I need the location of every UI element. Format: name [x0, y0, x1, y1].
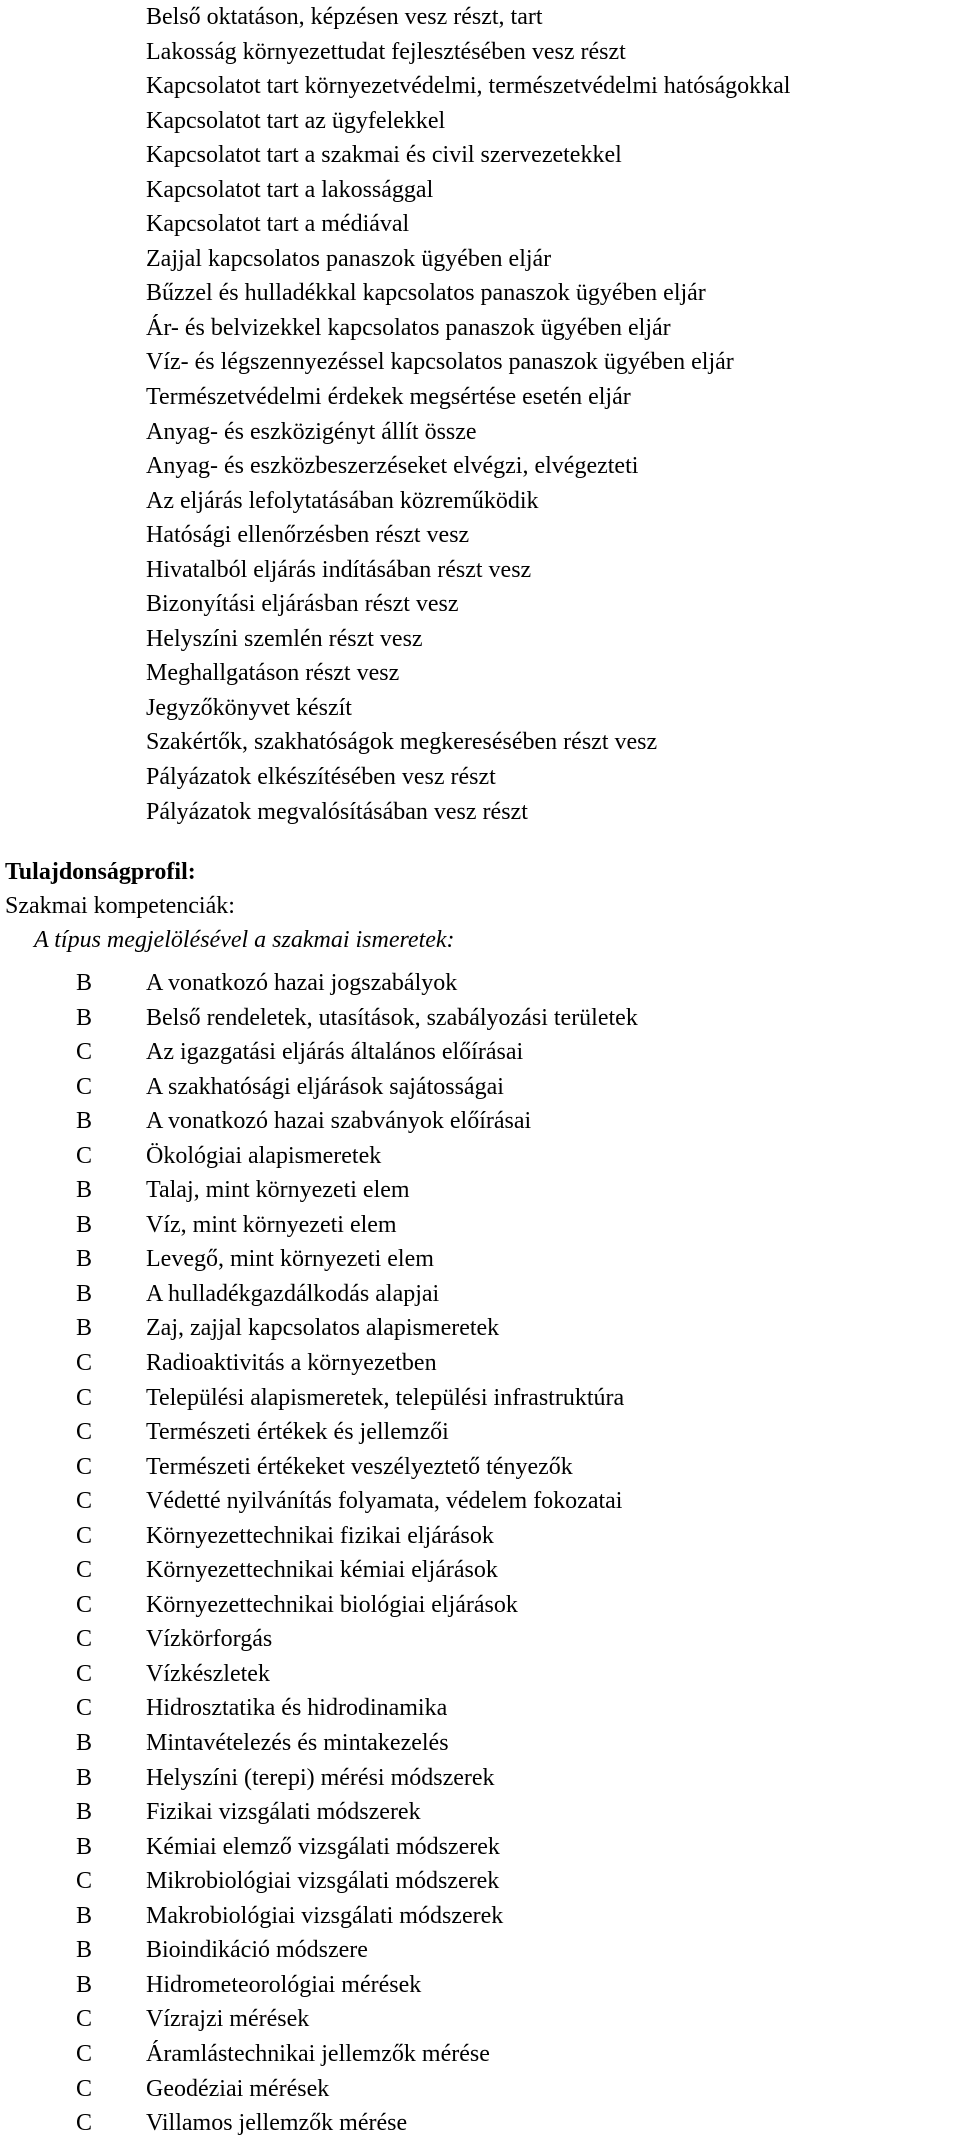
skill-text: A szakhatósági eljárások sajátosságai: [146, 1073, 504, 1100]
skill-level: C: [76, 1695, 93, 1722]
skill-level: C: [76, 1868, 93, 1895]
skill-level: C: [76, 1142, 93, 1169]
task-item: Hatósági ellenőrzésben részt vesz: [146, 522, 470, 549]
skill-text: A vonatkozó hazai szabványok előírásai: [146, 1108, 532, 1135]
task-item: Pályázatok elkészítésében vesz részt: [146, 764, 496, 791]
skill-level: C: [76, 1591, 93, 1618]
task-item: Helyszíni szemlén részt vesz: [146, 625, 423, 652]
skill-text: Hidrosztatika és hidrodinamika: [146, 1695, 448, 1722]
skill-level: B: [76, 1764, 93, 1791]
skill-text: Az igazgatási eljárás általános előírásai: [146, 1039, 524, 1066]
task-item: Kapcsolatot tart a szakmai és civil szervezetekkel: [146, 142, 622, 169]
task-item: Belső oktatáson, képzésen vesz részt, tart: [146, 4, 543, 30]
task-item: Bűzzel és hulladékkal kapcsolatos panaszok ügyében eljár: [146, 280, 706, 307]
skill-text: Mikrobiológiai vizsgálati módszerek: [146, 1868, 500, 1895]
skill-text: Fizikai vizsgálati módszerek: [146, 1799, 421, 1826]
competencies-label: Szakmai kompetenciák:: [5, 893, 235, 919]
skill-level: B: [76, 1246, 93, 1273]
skill-text: Zaj, zajjal kapcsolatos alapismeretek: [146, 1315, 500, 1342]
skill-level: C: [76, 1557, 93, 1584]
skill-text: Kémiai elemző vizsgálati módszerek: [146, 1833, 500, 1860]
skill-level: C: [76, 2110, 93, 2137]
skill-text: Víz, mint környezeti elem: [146, 1211, 397, 1238]
task-item: Zajjal kapcsolatos panaszok ügyében eljár: [146, 245, 552, 272]
task-item: Természetvédelmi érdekek megsértése esetén eljár: [146, 384, 631, 411]
task-item: Ár- és belvizekkel kapcsolatos panaszok ügyében eljár: [146, 314, 671, 341]
skill-text: Makrobiológiai vizsgálati módszerek: [146, 1902, 504, 1929]
skill-level: B: [76, 1211, 93, 1238]
task-item: Meghallgatáson részt vesz: [146, 660, 400, 687]
task-item: Kapcsolatot tart az ügyfelekkel: [146, 107, 446, 134]
skill-level: B: [76, 1730, 93, 1757]
skill-level: C: [76, 1039, 93, 1066]
skill-text: Geodéziai mérések: [146, 2075, 330, 2102]
skill-text: Helyszíni (terepi) mérési módszerek: [146, 1764, 495, 1791]
skill-level: B: [76, 1315, 93, 1342]
skill-text: Villamos jellemzők mérése: [146, 2110, 408, 2137]
skill-level: B: [76, 1108, 93, 1135]
skill-text: Radioaktivitás a környezetben: [146, 1350, 437, 1377]
skill-level: B: [76, 1971, 93, 1998]
task-item: Víz- és légszennyezéssel kapcsolatos panaszok ügyében eljár: [146, 349, 734, 376]
task-item: Anyag- és eszközbeszerzéseket elvégzi, elvégezteti: [146, 453, 639, 480]
task-item: Anyag- és eszközigényt állít össze: [146, 418, 477, 445]
task-item: Pályázatok megvalósításában vesz részt: [146, 798, 528, 825]
skill-text: Talaj, mint környezeti elem: [146, 1177, 410, 1204]
task-item: Kapcsolatot tart a lakossággal: [146, 176, 434, 203]
skill-level: C: [76, 2075, 93, 2102]
skill-level: B: [76, 1937, 93, 1964]
skill-text: Települési alapismeretek, települési infrastruktúra: [146, 1384, 625, 1411]
skill-level: B: [76, 1902, 93, 1929]
task-item: Az eljárás lefolytatásában közreműködik: [146, 487, 539, 514]
skill-text: Ökológiai alapismeretek: [146, 1142, 382, 1169]
skill-level: C: [76, 1384, 93, 1411]
skill-text: Vízkörforgás: [146, 1626, 273, 1653]
skill-text: Belső rendeletek, utasítások, szabályozási területek: [146, 1004, 638, 1031]
task-item: Jegyzőkönyvet készít: [146, 694, 352, 721]
profile-heading: Tulajdonságprofil:: [5, 859, 196, 885]
task-item: Bizonyítási eljárásban részt vesz: [146, 591, 459, 618]
skill-level: C: [76, 1073, 93, 1100]
skill-text: Hidrometeorológiai mérések: [146, 1971, 422, 1998]
task-item: Szakértők, szakhatóságok megkeresésében részt vesz: [146, 729, 658, 756]
skill-level: B: [76, 1004, 93, 1031]
skill-text: Természeti értékek és jellemzői: [146, 1419, 449, 1446]
skill-level: C: [76, 1488, 93, 1515]
skill-level: C: [76, 1660, 93, 1687]
task-item: Kapcsolatot tart a médiával: [146, 211, 410, 238]
skill-level: B: [76, 1833, 93, 1860]
skill-text: Bioindikáció módszere: [146, 1937, 368, 1964]
skill-level: C: [76, 1453, 93, 1480]
skill-text: Vízkészletek: [146, 1660, 270, 1687]
task-item: Kapcsolatot tart környezetvédelmi, természetvédelmi hatóságokkal: [146, 73, 791, 100]
type-note: A típus megjelölésével a szakmai ismeretek:: [34, 927, 455, 953]
skill-text: Védetté nyilvánítás folyamata, védelem fokozatai: [146, 1488, 623, 1515]
skill-level: C: [76, 2006, 93, 2033]
skill-text: A hulladékgazdálkodás alapjai: [146, 1280, 440, 1307]
task-list: [146, 0, 790, 829]
skill-level: B: [76, 1280, 93, 1307]
skill-text: Áramlástechnikai jellemzők mérése: [146, 2040, 490, 2067]
skill-text: Környezettechnikai kémiai eljárások: [146, 1557, 498, 1584]
skill-level: B: [76, 970, 93, 996]
skill-text: Vízrajzi mérések: [146, 2006, 310, 2033]
skill-level: C: [76, 1350, 93, 1377]
task-item: Lakosság környezettudat fejlesztésében vesz részt: [146, 38, 626, 65]
skill-level: B: [76, 1177, 93, 1204]
skill-text: A vonatkozó hazai jogszabályok: [146, 970, 458, 996]
skill-text: Környezettechnikai biológiai eljárások: [146, 1591, 518, 1618]
skill-text: Természeti értékeket veszélyeztető tényezők: [146, 1453, 573, 1480]
task-item: Hivatalból eljárás indításában részt vesz: [146, 556, 532, 583]
skill-level: C: [76, 2040, 93, 2067]
skill-level: B: [76, 1799, 93, 1826]
skill-level: C: [76, 1419, 93, 1446]
skill-level: C: [76, 1522, 93, 1549]
skill-text: Mintavételezés és mintakezelés: [146, 1730, 449, 1757]
skill-text: Környezettechnikai fizikai eljárások: [146, 1522, 494, 1549]
skill-text: Levegő, mint környezeti elem: [146, 1246, 434, 1273]
skill-level: C: [76, 1626, 93, 1653]
